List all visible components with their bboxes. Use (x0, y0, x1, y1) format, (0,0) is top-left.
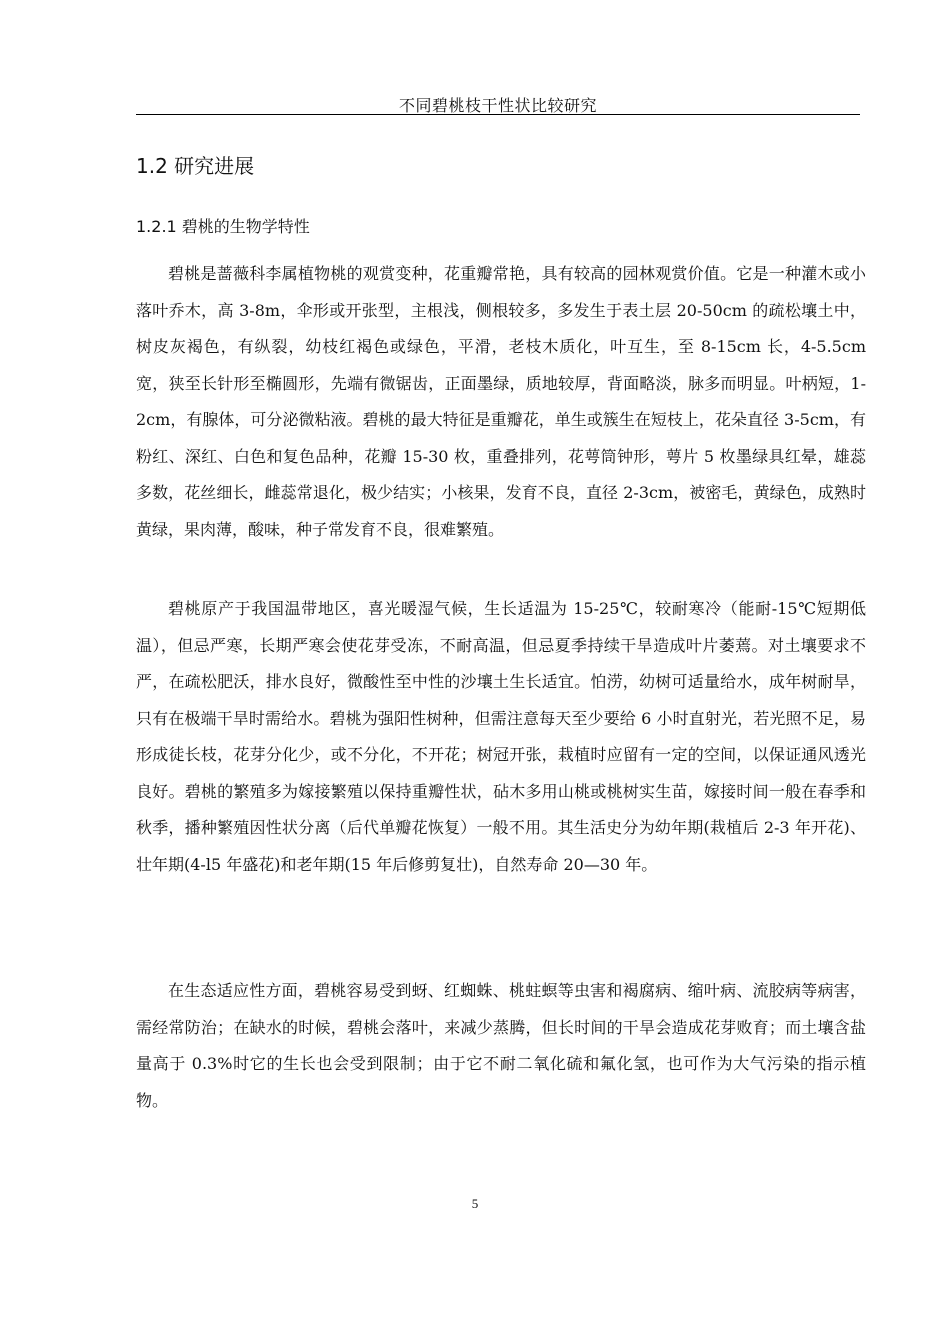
paragraph-block (136, 591, 866, 883)
paragraph-biology: 碧桃是蔷薇科李属植物桃的观赏变种，花重瓣常艳，具有较高的园林观赏价值。它是一种灌木或小落叶乔木，高 3-8m，伞形或开张型，主根浅，侧根较多，多发生于表土层 20-50cm 的疏松壤土中，树皮灰褐色，有纵裂，幼枝红褐色或绿色，平滑，老枝木质化，叶互生，至 8-15cm 长，4-5.5cm 宽，狭至长针形至椭圆形，先端有微锯齿，正面墨绿，质地较厚，背面略淡，脉多而明显。叶柄短，1-2cm，有腺体，可分泌微粘液。碧桃的最大特征是重瓣花，单生或簇生在短枝上，花朵直径 3-5cm，有粉红、深红、白色和复色品种，花瓣 15-30 枚，重叠排列，花萼筒钟形，萼片 5 枚墨绿具红晕，雄蕊多数，花丝细长，雌蕊常退化，极少结实；小核果，发育不良，直径 2-3cm，被密毛，黄绿色，成熟时黄绿，果肉薄，酸味，种子常发育不良，很难繁殖。 (136, 264, 866, 539)
running-header: 不同碧桃枝干性状比较研究 (398, 96, 597, 115)
paragraph-habitat: 碧桃原产于我国温带地区，喜光暖湿气候，生长适温为 15-25℃，较耐寒冷（能耐-15℃短期低温），但忌严寒，长期严寒会使花芽受冻，不耐高温，但忌夏季持续干旱造成叶片萎蔫。对土壤要求不严，在疏松肥沃，排水良好，微酸性至中性的沙壤土生长适宜。怕涝，幼树可适量给水，成年树耐旱，只有在极端干旱时需给水。碧桃为强阳性树种，但需注意每天至少要给 6 小时直射光，若光照不足，易形成徒长枝，花芽分化少，或不分化，不开花；树冠开张，栽植时应留有一定的空间，以保证通风透光良好。碧桃的繁殖多为嫁接繁殖以保持重瓣性状，砧木多用山桃或桃树实生苗，嫁接时间一般在春季和秋季，播种繁殖因性状分离（后代单瓣花恢复）一般不用。其生活史分为幼年期(栽植后 2-3 年开花)、壮年期(4-l5 年盛花)和老年期(15 年后修剪复壮)，自然寿命 20—30 年。 (136, 599, 866, 874)
header-rule (136, 114, 860, 115)
paragraph-block (136, 256, 866, 548)
subsection-heading: 1.2.1 碧桃的生物学特性 (136, 217, 310, 236)
paragraph-ecology: 在生态适应性方面，碧桃容易受到蚜、红蜘蛛、桃蛀螟等虫害和褐腐病、缩叶病、流胶病等病害，需经常防治；在缺水的时候，碧桃会落叶，来减少蒸腾，但长时间的干旱会造成花芽败育；而土壤含盐量高于 0.3%时它的生长也会受到限制；由于它不耐二氧化硫和氟化氢，也可作为大气污染的指示植物。 (136, 981, 866, 1110)
paragraph-block (136, 973, 866, 1119)
section-heading: 1.2 研究进展 (136, 154, 255, 178)
page-number: 5 (471, 1196, 479, 1211)
